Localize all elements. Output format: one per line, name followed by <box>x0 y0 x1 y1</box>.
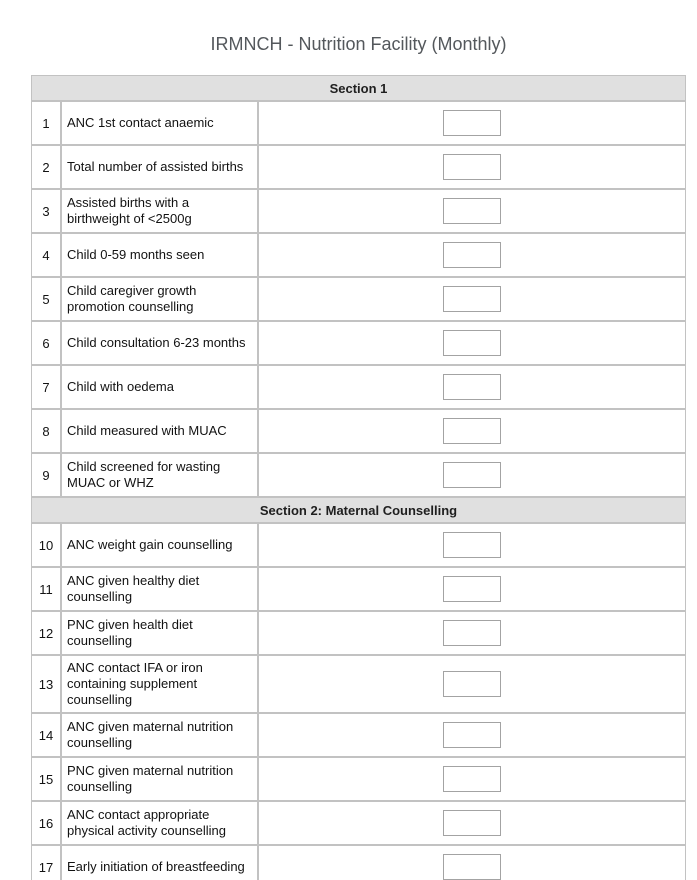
value-input[interactable] <box>443 576 501 602</box>
table-row <box>31 845 686 880</box>
value-input[interactable] <box>443 462 501 488</box>
row-label: Assisted births with a birthweight of <2500g <box>61 189 258 233</box>
row-number: 12 <box>31 611 61 655</box>
table-row <box>31 365 686 409</box>
row-label: Child screened for wasting MUAC or WHZ <box>61 453 258 497</box>
value-input[interactable] <box>443 242 501 268</box>
value-input[interactable] <box>443 722 501 748</box>
row-number: 8 <box>31 409 61 453</box>
row-number: 15 <box>31 757 61 801</box>
row-number: 9 <box>31 453 61 497</box>
row-number: 5 <box>31 277 61 321</box>
section-header: Section 2: Maternal Counselling <box>31 497 686 523</box>
value-input[interactable] <box>443 154 501 180</box>
value-cell <box>258 233 686 277</box>
value-cell <box>258 611 686 655</box>
row-label: Child caregiver growth promotion counselling <box>61 277 258 321</box>
value-cell <box>258 321 686 365</box>
value-input[interactable] <box>443 110 501 136</box>
row-label: Child measured with MUAC <box>61 409 258 453</box>
entry-table <box>31 75 686 880</box>
row-label: ANC given healthy diet counselling <box>61 567 258 611</box>
value-input[interactable] <box>443 532 501 558</box>
table-row <box>31 453 686 497</box>
value-input[interactable] <box>443 854 501 880</box>
row-label: Child 0-59 months seen <box>61 233 258 277</box>
value-input[interactable] <box>443 620 501 646</box>
table-row <box>31 567 686 611</box>
row-number: 17 <box>31 845 61 880</box>
value-cell <box>258 801 686 845</box>
page-title: IRMNCH - Nutrition Facility (Monthly) <box>210 34 507 54</box>
value-cell <box>258 145 686 189</box>
value-input[interactable] <box>443 766 501 792</box>
row-number: 3 <box>31 189 61 233</box>
row-label: ANC contact IFA or iron containing supplement counselling <box>61 655 258 713</box>
table-row <box>31 523 686 567</box>
value-cell <box>258 101 686 145</box>
value-cell <box>258 757 686 801</box>
row-label: PNC given maternal nutrition counselling <box>61 757 258 801</box>
row-number: 2 <box>31 145 61 189</box>
row-number: 16 <box>31 801 61 845</box>
value-cell <box>258 189 686 233</box>
value-input[interactable] <box>443 374 501 400</box>
table-row <box>31 233 686 277</box>
value-cell <box>258 365 686 409</box>
row-label: Total number of assisted births <box>61 145 258 189</box>
row-number: 6 <box>31 321 61 365</box>
value-input[interactable] <box>443 418 501 444</box>
value-cell <box>258 713 686 757</box>
value-cell <box>258 453 686 497</box>
table-row <box>31 409 686 453</box>
row-number: 13 <box>31 655 61 713</box>
table-row <box>31 611 686 655</box>
value-cell <box>258 845 686 880</box>
row-label: Early initiation of breastfeeding <box>61 845 258 880</box>
row-label: ANC given maternal nutrition counselling <box>61 713 258 757</box>
section-header-row <box>31 75 686 101</box>
row-number: 7 <box>31 365 61 409</box>
table-row <box>31 277 686 321</box>
table-row <box>31 321 686 365</box>
row-label: Child consultation 6-23 months <box>61 321 258 365</box>
data-entry-page <box>0 34 697 880</box>
row-label: Child with oedema <box>61 365 258 409</box>
value-cell <box>258 409 686 453</box>
table-row <box>31 801 686 845</box>
value-input[interactable] <box>443 810 501 836</box>
section-header: Section 1 <box>31 75 686 101</box>
row-number: 4 <box>31 233 61 277</box>
section-header-row <box>31 497 686 523</box>
row-label: ANC contact appropriate physical activity counselling <box>61 801 258 845</box>
value-cell <box>258 567 686 611</box>
value-input[interactable] <box>443 330 501 356</box>
value-input[interactable] <box>443 198 501 224</box>
table-row <box>31 713 686 757</box>
row-label: PNC given health diet counselling <box>61 611 258 655</box>
row-label: ANC weight gain counselling <box>61 523 258 567</box>
table-row <box>31 189 686 233</box>
value-input[interactable] <box>443 286 501 312</box>
row-label: ANC 1st contact anaemic <box>61 101 258 145</box>
row-number: 10 <box>31 523 61 567</box>
table-row <box>31 757 686 801</box>
table-row <box>31 655 686 713</box>
table-row <box>31 101 686 145</box>
row-number: 11 <box>31 567 61 611</box>
value-cell <box>258 655 686 713</box>
table-row <box>31 145 686 189</box>
value-input[interactable] <box>443 671 501 697</box>
row-number: 14 <box>31 713 61 757</box>
row-number: 1 <box>31 101 61 145</box>
value-cell <box>258 523 686 567</box>
value-cell <box>258 277 686 321</box>
